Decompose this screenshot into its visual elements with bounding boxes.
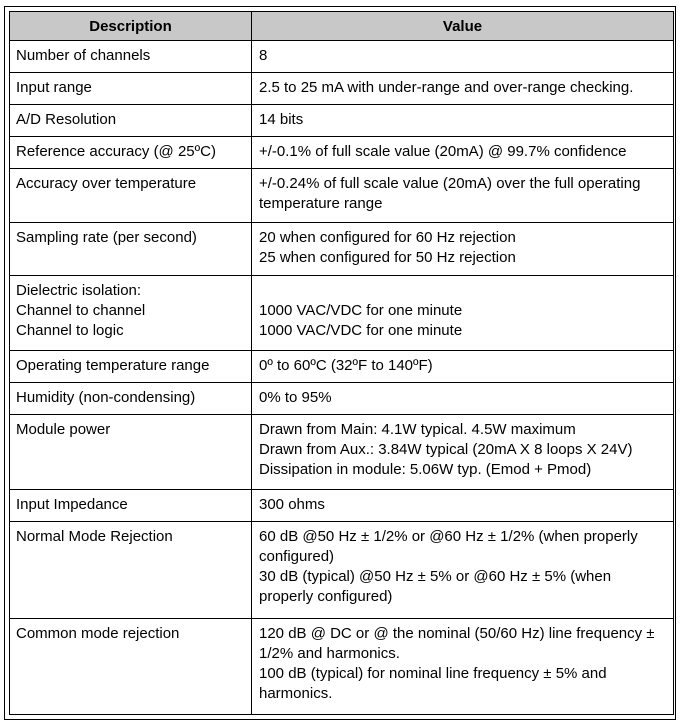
table-row	[10, 415, 674, 490]
spec-table-frame	[4, 6, 676, 720]
value-cell	[252, 276, 674, 351]
value-cell	[252, 618, 674, 714]
description-text: Humidity (non-condensing)	[16, 389, 196, 407]
value-text: 1000 VAC/VDC for one minute	[259, 302, 463, 320]
value-cell	[252, 222, 674, 275]
value-text: 25 when configured for 50 Hz rejection	[259, 248, 516, 266]
table-row	[10, 169, 674, 222]
value-text: 60 dB @50 Hz ± 1/2% or @60 Hz ± 1/2% (when properly configured)	[259, 528, 638, 566]
value-text: 14 bits	[259, 111, 304, 129]
description-cell	[10, 618, 252, 714]
table-row	[10, 276, 674, 351]
table-row	[10, 490, 674, 522]
description-text: Sampling rate (per second)	[16, 228, 197, 246]
value-text: 0º to 60ºC (32ºF to 140ºF)	[259, 357, 433, 375]
table-row	[10, 137, 674, 169]
value-text: Dissipation in module: 5.06W typ. (Emod + Pmod)	[259, 461, 592, 479]
value-text: 300 ohms	[259, 496, 325, 514]
value-text: +/-0.24% of full scale value (20mA) over the full operating temperature range	[259, 175, 641, 213]
description-cell	[10, 276, 252, 351]
value-text: Drawn from Aux.: 3.84W typical (20mA X 8 loops X 24V)	[259, 441, 633, 459]
description-text: Dielectric isolation:	[16, 282, 142, 300]
value-cell	[252, 522, 674, 618]
value-cell	[252, 490, 674, 522]
description-text: Input range	[16, 79, 92, 97]
description-cell	[10, 169, 252, 222]
description-cell	[10, 41, 252, 73]
value-text: 0% to 95%	[259, 389, 332, 407]
description-text: A/D Resolution	[16, 111, 117, 129]
header-row	[10, 12, 674, 41]
value-text: 20 when configured for 60 Hz rejection	[259, 228, 516, 246]
description-text: Module power	[16, 421, 111, 439]
description-cell	[10, 351, 252, 383]
description-cell	[10, 490, 252, 522]
value-cell	[252, 73, 674, 105]
spec-table	[9, 11, 674, 715]
table-row	[10, 383, 674, 415]
value-cell	[252, 415, 674, 490]
value-text: 2.5 to 25 mA with under-range and over-range checking.	[259, 79, 634, 97]
description-cell	[10, 73, 252, 105]
description-cell	[10, 383, 252, 415]
value-text: 8	[259, 47, 268, 64]
description-cell	[10, 415, 252, 490]
value-text: Drawn from Main: 4.1W typical. 4.5W maximum	[259, 421, 576, 439]
description-text: Accuracy over temperature	[16, 175, 197, 193]
description-text: Normal Mode Rejection	[16, 528, 173, 546]
table-body	[10, 41, 674, 715]
value-text	[259, 281, 668, 301]
table-row	[10, 618, 674, 714]
value-cell	[252, 105, 674, 137]
value-cell	[252, 41, 674, 73]
table-row	[10, 222, 674, 275]
description-text: Channel to logic	[16, 322, 124, 340]
value-text: +/-0.1% of full scale value (20mA) @ 99.7% confidence	[259, 143, 627, 161]
value-cell	[252, 137, 674, 169]
value-cell	[252, 169, 674, 222]
table-row	[10, 522, 674, 618]
value-text: 120 dB @ DC or @ the nominal (50/60 Hz) line frequency ± 1/2% and harmonics.	[259, 624, 655, 662]
description-cell	[10, 522, 252, 618]
value-text: 30 dB (typical) @50 Hz ± 5% or @60 Hz ± 5% (when properly configured)	[259, 568, 612, 606]
description-cell	[10, 222, 252, 275]
value-text: 1000 VAC/VDC for one minute	[259, 322, 463, 340]
description-text: Input Impedance	[16, 496, 128, 514]
description-text: Common mode rejection	[16, 624, 180, 642]
table-row	[10, 351, 674, 383]
header-value: Value	[252, 12, 674, 41]
value-text: 100 dB (typical) for nominal line frequency ± 5% and harmonics.	[259, 664, 607, 702]
table-row	[10, 73, 674, 105]
description-text: Number of channels	[16, 47, 151, 64]
value-cell	[252, 383, 674, 415]
table-row	[10, 41, 674, 73]
header-description: Description	[10, 12, 252, 41]
description-text: Operating temperature range	[16, 357, 210, 375]
table-row	[10, 105, 674, 137]
description-cell	[10, 137, 252, 169]
description-text: Reference accuracy (@ 25ºC)	[16, 143, 216, 161]
value-cell	[252, 351, 674, 383]
description-cell	[10, 105, 252, 137]
description-text: Channel to channel	[16, 302, 146, 320]
